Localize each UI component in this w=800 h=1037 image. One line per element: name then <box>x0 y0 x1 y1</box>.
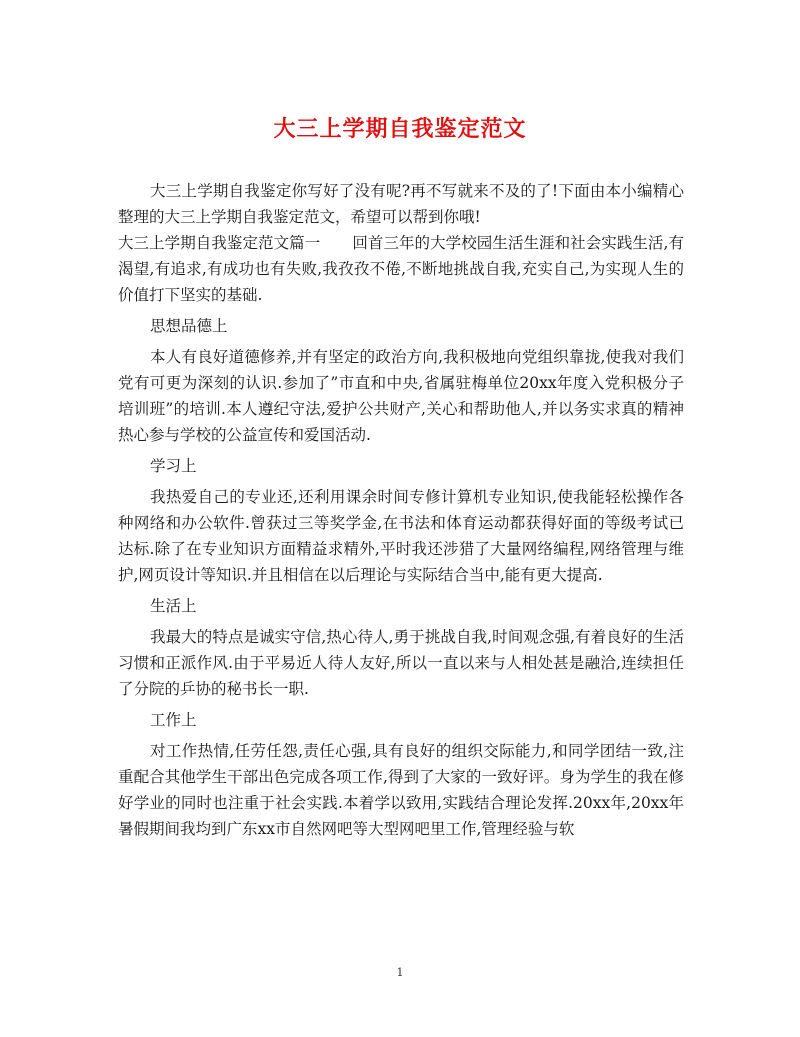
section-text-study: 我热爱自己的专业还,还利用课余时间专修计算机专业知识,使我能轻松操作各种网络和办公软件.曾获过三等奖学金,在书法和体育运动都获得好面的等级考试已达标.除了在专业知识方面精益求精外,平时我还涉猎了大量网络编程,网络管理与维护,网页设计等知识.并且相信在以后理论与实际结合当中,能有更大提高. <box>118 488 684 584</box>
intro-paragraph: 大三上学期自我鉴定你写好了没有呢?再不写就来不及的了!下面由本小编精心整理的大三上学期自我鉴定范文，希望可以帮到你哦! <box>118 182 684 226</box>
section-heading-life: 生活上 <box>150 597 197 615</box>
section-text-life: 我最大的特点是诚实守信,热心待人,勇于挑战自我,时间观念强,有着良好的生活习惯和正派作风.由于平易近人待人友好,所以一直以来与人相处甚是融洽,连续担任了分院的乒协的秘书长一职. <box>118 628 684 698</box>
section-heading-study: 学习上 <box>150 457 197 475</box>
document-body <box>118 178 684 842</box>
section-one-label: 大三上学期自我鉴定范文篇一 <box>118 234 321 252</box>
section-heading-work: 工作上 <box>150 711 197 729</box>
section-heading-moral: 思想品德上 <box>150 317 228 335</box>
page-number: 1 <box>396 966 404 979</box>
section-text-moral: 本人有良好道德修养,并有坚定的政治方向,我积极地向党组织靠拢,使我对我们党有可更为深刻的认识.参加了”市直和中央,省属驻梅单位20xx年度入党积极分子培训班”的培训.本人遵纪守法,爱护公共财产,关心和帮助他人,并以务实求真的精神热心参与学校的公益宣传和爱国活动. <box>118 348 684 444</box>
section-text-work: 对工作热情,任劳任怨,责任心强,具有良好的组织交际能力,和同学团结一致,注重配合其他学生干部出色完成各项工作,得到了大家的一致好评。身为学生的我在修好学业的同时也注重于社会实践.本着学以致用,实践结合理论发挥.20xx年,20xx年暑假期间我均到广东xx市自然网吧等大型网吧里工作,管理经验与软 <box>118 742 684 838</box>
section-one-text: 回首三年的大学校园生活生涯和社会实践生活,有渴望,有追求,有成功也有失败,我孜孜不倦,不断地挑战自我,充实自己,为实现人生的价值打下坚实的基础. <box>118 234 684 304</box>
document-title: 大三上学期自我鉴定范文 <box>273 117 527 142</box>
section-one-paragraph <box>118 230 684 308</box>
